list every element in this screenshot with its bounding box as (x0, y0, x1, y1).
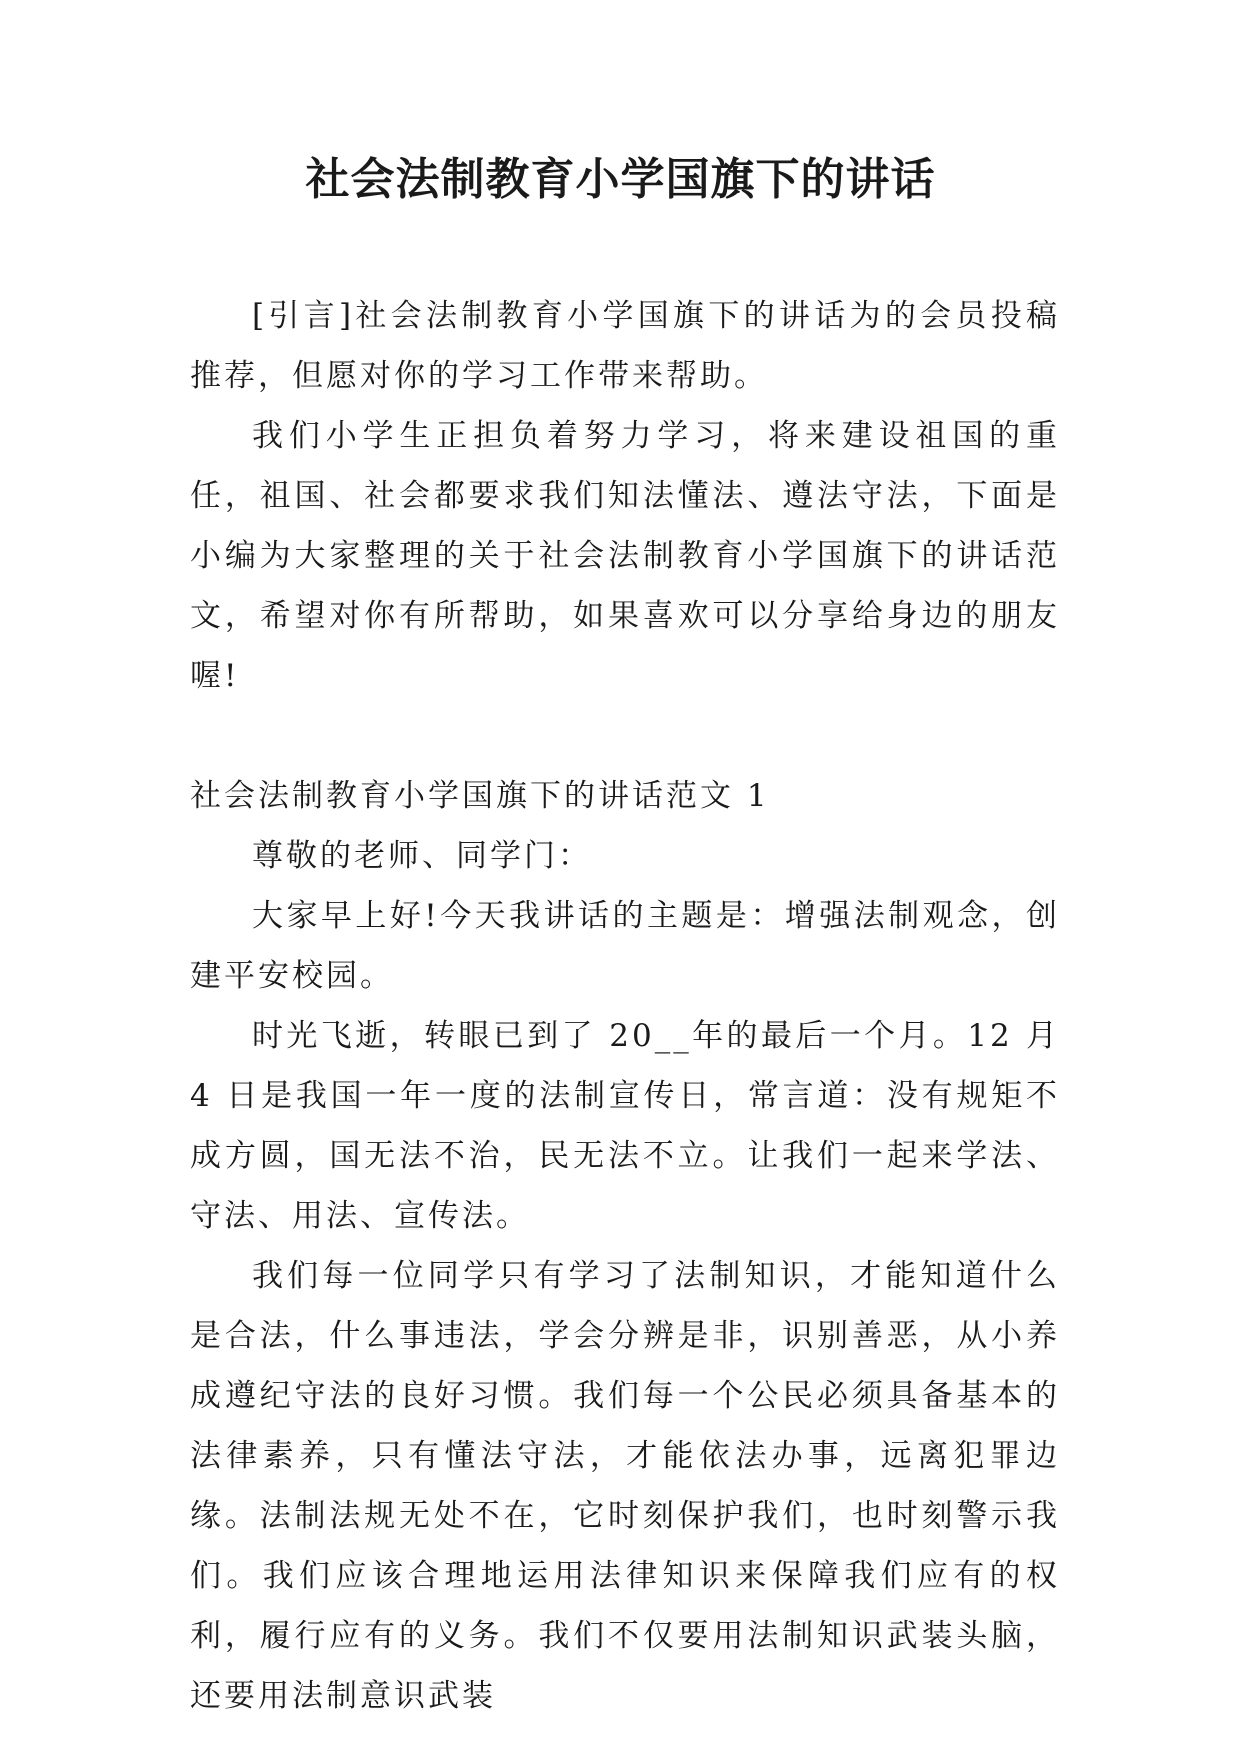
body-paragraph: 我们每一位同学只有学习了法制知识，才能知道什么是合法，什么事违法，学会分辨是非，识别善恶，从小养成遵纪守法的良好习惯。我们每一个公民必须具备基本的法律素养，只有懂法守法，才能依法办事，远离犯罪边缘。法制法规无处不在，它时刻保护我们，也时刻警示我们。我们应该合理地运用法律知识来保障我们应有的权利，履行应有的义务。我们不仅要用法制知识武装头脑，还要用法制意识武装 (190, 1258, 1060, 1714)
document-body (190, 286, 1060, 1726)
document-title: 社会法制教育小学国旗下的讲话 (305, 154, 936, 205)
body-paragraph: 时光飞逝，转眼已到了 20__年的最后一个月。12 月 4 日是我国一年一度的法制宣传日，常言道：没有规矩不成方圆，国无法不治，民无法不立。让我们一起来学法、守法、用法、宣传法。 (190, 1018, 1060, 1234)
section-heading: 社会法制教育小学国旗下的讲话范文 1 (190, 778, 770, 814)
body-paragraph: 大家早上好!今天我讲话的主题是：增强法制观念，创建平安校园。 (190, 898, 1060, 994)
intro-paragraph: 我们小学生正担负着努力学习，将来建设祖国的重任，祖国、社会都要求我们知法懂法、遵法守法，下面是小编为大家整理的关于社会法制教育小学国旗下的讲话范文，希望对你有所帮助，如果喜欢可以分享给身边的朋友喔! (190, 418, 1060, 694)
salutation-paragraph: 尊敬的老师、同学门： (252, 838, 592, 874)
intro-paragraph: [引言]社会法制教育小学国旗下的讲话为的会员投稿推荐，但愿对你的学习工作带来帮助。 (190, 298, 1060, 394)
section-spacer (190, 706, 1060, 766)
